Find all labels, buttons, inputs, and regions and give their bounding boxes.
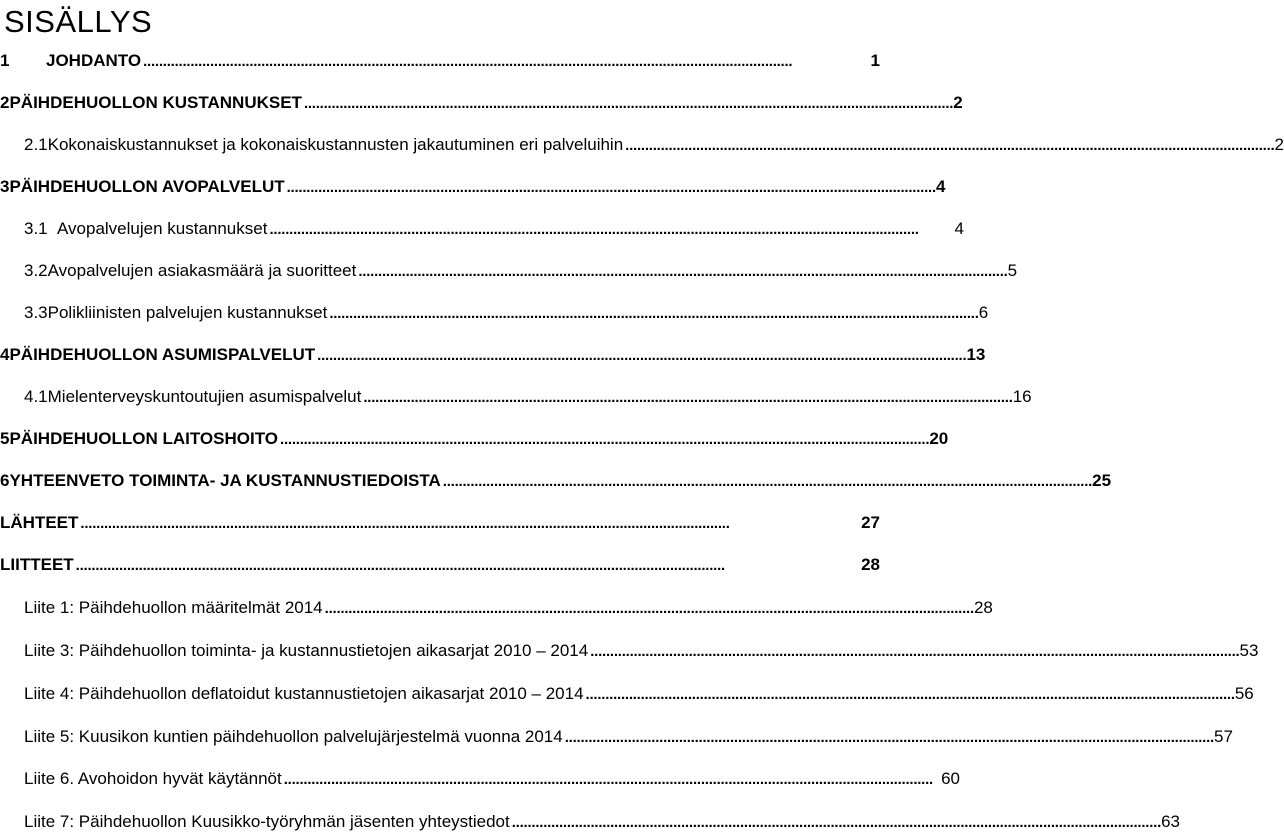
toc-leader-dots [358,260,1005,283]
toc-entry[interactable] [0,512,880,535]
toc-leader-dots [76,554,859,577]
toc-entry[interactable] [24,726,1233,749]
toc-entry-label: Liite 5: Kuusikon kuntien päihdehuollon palvelujärjestelmä vuonna 2014 [24,727,563,746]
toc-leader-dots [590,640,1237,663]
toc-entry-page: 2 [1274,135,1284,154]
toc-entry-page: 27 [861,513,880,532]
toc-entry-page: 6 [978,303,989,322]
toc-entry-page: 63 [1161,812,1180,831]
toc-entry-number: 3.3 [24,303,48,322]
toc-entry-page: 5 [1007,261,1018,280]
toc-entry-label: Kokonaiskustannukset ja kokonaiskustannusten jakautuminen eri palveluihin [47,135,624,154]
toc-entry-label: PÄIHDEHUOLLON KUSTANNUKSET [9,93,302,112]
toc-entry-page: 56 [1234,684,1254,703]
toc-entry-label: LÄHTEET [0,513,79,532]
toc-entry[interactable] [24,386,1032,409]
toc-entry[interactable] [0,92,963,115]
toc-entry-number: 2.1 [24,135,48,154]
toc-entry[interactable] [0,470,1112,493]
toc-entry-number: 4 [0,345,10,364]
toc-entry[interactable] [24,218,964,241]
toc-entry-label: Liite 1: Päihdehuollon määritelmät 2014 [24,598,323,617]
toc-leader-dots [287,176,934,199]
toc-entry[interactable] [24,302,989,325]
toc-entry-page: 57 [1214,727,1233,746]
toc-entry-page: 53 [1239,641,1259,660]
toc-entry-page: 60 [941,769,960,788]
toc-entry-label: Mielenterveyskuntoutujien asumispalvelut [47,387,362,406]
toc-entry[interactable] [0,50,880,73]
toc-entry-page: 25 [1092,471,1112,490]
toc-entry[interactable] [24,811,1180,834]
toc-leader-dots [80,512,859,535]
toc-entry-number: 3.2 [24,261,48,280]
toc-entry-label: PÄIHDEHUOLLON AVOPALVELUT [9,177,285,196]
toc-entry-number: 3.1 [24,219,48,238]
toc-entry-label: YHTEENVETO TOIMINTA- JA KUSTANNUSTIEDOISTA [9,471,441,490]
toc-entry-label: Liite 4: Päihdehuollon deflatoidut kustannustietojen aikasarjat 2010 – 2014 [24,684,584,703]
toc-entry-page: 28 [973,598,993,617]
toc-leader-dots [269,218,952,241]
toc-leader-dots [280,428,927,451]
toc-entry-label: Liite 3: Päihdehuollon toiminta- ja kustannustietojen aikasarjat 2010 – 2014 [24,641,589,660]
toc-entry-page: 2 [953,93,963,112]
toc-entry[interactable] [24,597,993,620]
toc-entry-page: 4 [935,177,946,196]
toc-entry-number: 3 [0,177,10,196]
toc-entry-label: Avopalvelujen asiakasmäärä ja suoritteet [47,261,357,280]
toc-entry-label: PÄIHDEHUOLLON LAITOSHOITO [9,429,279,448]
toc-entry[interactable] [0,176,946,199]
toc-leader-dots [143,50,868,73]
toc-entry-label: LIITTEET [0,555,74,574]
toc-entry-number: 5 [0,429,10,448]
toc-entry-page: 4 [954,219,964,238]
toc-leader-dots [325,597,972,620]
toc-leader-dots [317,344,964,367]
toc-entry-number: 6 [0,471,10,490]
toc-leader-dots [443,470,1090,493]
toc-entry-label: Liite 6. Avohoidon hyvät käytännöt [24,769,282,788]
toc-entry-number: 4.1 [24,387,48,406]
toc-entry-page: 16 [1012,387,1032,406]
toc-entry[interactable] [0,554,880,577]
toc-leader-dots [284,768,939,791]
toc-entry-number: 2 [0,93,10,112]
toc-entry[interactable] [24,260,1018,283]
toc-leader-dots [586,683,1233,706]
toc-entry-label: Liite 7: Päihdehuollon Kuusikko-työryhmän jäsenten yhteystiedot [24,812,510,831]
toc-entry-page: 1 [870,51,880,70]
toc-entry[interactable] [24,683,1254,706]
toc-leader-dots [565,726,1212,749]
toc-entry-label: Avopalvelujen kustannukset [57,219,268,238]
toc-entry-page: 28 [861,555,880,574]
toc-entry[interactable] [0,428,949,451]
toc-leader-dots [329,302,976,325]
toc-leader-dots [512,811,1159,834]
toc-leader-dots [304,92,951,115]
page-title: SISÄLLYS [4,4,153,39]
toc-entry[interactable] [0,344,986,367]
toc-entry[interactable] [24,134,1284,157]
toc-entry-page: 20 [929,429,949,448]
toc-entry[interactable] [24,768,960,791]
toc-entry-number: 1 [0,51,10,70]
toc-entry-page: 13 [966,345,986,364]
toc-leader-dots [363,386,1010,409]
toc-leader-dots [625,134,1272,157]
toc-entry-label: Polikliinisten palvelujen kustannukset [47,303,328,322]
toc-entry-label: PÄIHDEHUOLLON ASUMISPALVELUT [9,345,316,364]
toc-entry-label: JOHDANTO [46,51,142,70]
toc-entry[interactable] [24,640,1259,663]
